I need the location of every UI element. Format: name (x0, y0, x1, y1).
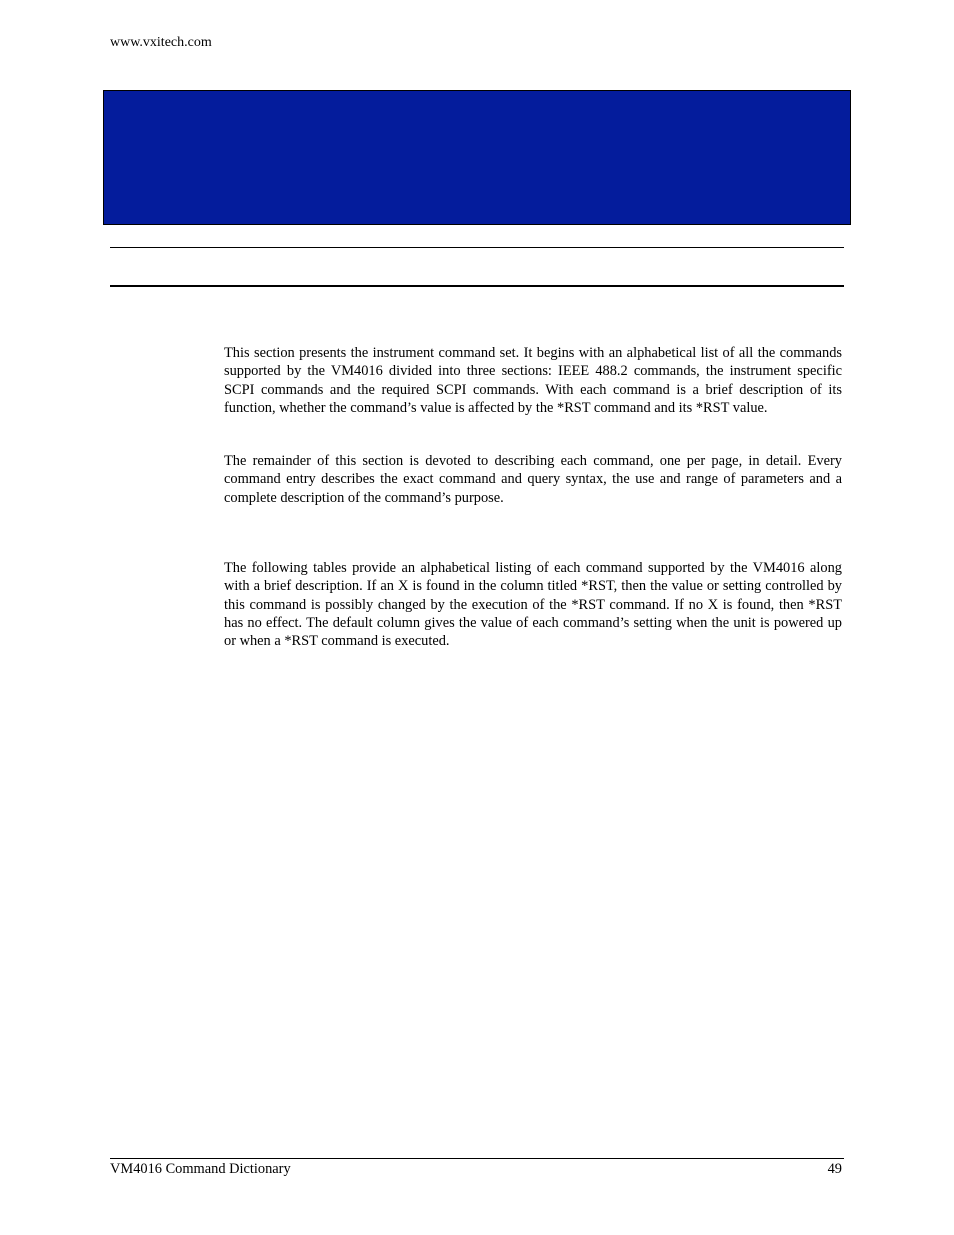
footer-title: VM4016 Command Dictionary (110, 1161, 291, 1177)
title-rule-top (110, 247, 844, 248)
header-url: www.vxitech.com (110, 35, 212, 50)
title-rule-bottom (110, 285, 844, 287)
detail-paragraph: The remainder of this section is devoted to describing each command, one per page, in detail. Every command entry describes the exact command and query syntax, the use and range of parameters and a complete description of the command’s purpose. (224, 453, 842, 506)
section-banner (103, 90, 851, 225)
page-number: 49 (827, 1161, 842, 1177)
tables-paragraph: The following tables provide an alphabetical listing of each command supported by the VM4016 along with a brief description. If an X is found in the column titled *RST, then the value or setting controlled by this command is possibly changed by the execution of the *RST command. If no X is found, then *RST has no effect. The default column gives the value of each command’s setting when the unit is powered up or when a *RST command is executed. (224, 560, 842, 650)
footer-rule (110, 1158, 844, 1159)
intro-paragraph: This section presents the instrument command set. It begins with an alphabetical list of all the commands supported by the VM4016 divided into three sections: IEEE 488.2 commands, the instrument specific SCPI commands and the required SCPI commands. With each command is a brief description of its function, whether the command’s value is affected by the *RST command and its *RST value. (224, 345, 842, 416)
